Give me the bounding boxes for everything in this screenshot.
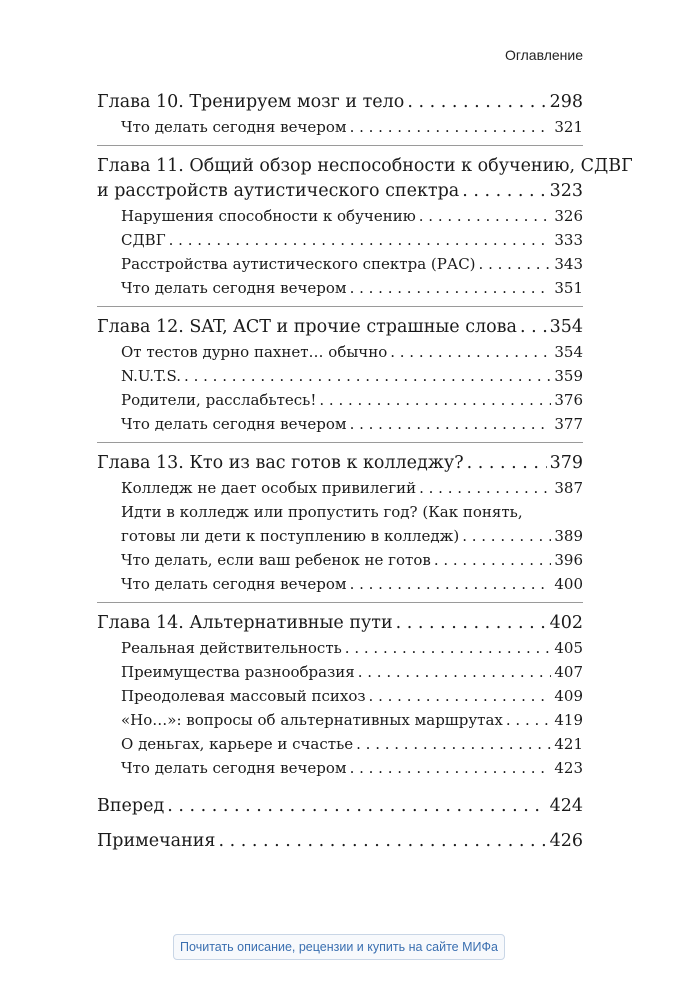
leader-dots [467, 451, 547, 476]
leader-dots [479, 252, 552, 276]
toc-entry-page: 424 [549, 796, 583, 816]
toc-entry-subsection[interactable] [97, 548, 583, 572]
leader-dots [390, 340, 551, 364]
toc-entry-forward[interactable] [97, 794, 583, 819]
leader-dots [345, 636, 552, 660]
toc-entry-title: Расстройства аутистического спектра (РАС) [121, 255, 476, 273]
toc-entry-chapter-12[interactable] [97, 315, 583, 340]
toc-entry-title: «Но…»: вопросы об альтернативных маршрутах [121, 711, 503, 729]
toc-entry-page: 389 [554, 527, 583, 545]
toc-entry-page: 407 [554, 663, 583, 681]
toc-entry-page: 326 [554, 207, 583, 225]
leader-dots [506, 708, 551, 732]
toc-entry-page: 377 [554, 415, 583, 433]
buy-on-mif-link-button[interactable]: Почитать описание, рецензии и купить на сайте МИФа [173, 934, 505, 960]
toc-entry-page: 402 [549, 613, 583, 633]
toc-entry-subsection[interactable] [97, 115, 583, 139]
toc-entry-subsection[interactable] [97, 636, 583, 660]
toc-entry-chapter-11-line1[interactable] [97, 154, 633, 179]
toc-entry-title: Идти в колледж или пропустить год? (Как понять, [121, 503, 523, 521]
toc-entry-subsection[interactable] [97, 572, 583, 596]
toc-entry-chapter-11[interactable] [97, 179, 583, 204]
leader-dots [462, 524, 551, 548]
toc-entry-title: Что делать сегодня вечером [121, 575, 347, 593]
chapter-13-block [97, 451, 583, 603]
toc-entry-subsection[interactable] [97, 476, 583, 500]
toc-entry-title: Глава 13. Кто из вас готов к колледжу? [97, 453, 464, 473]
chapter-10-block [97, 90, 583, 146]
toc-entry-notes[interactable] [97, 829, 583, 854]
toc-entry-page: 379 [549, 453, 583, 473]
toc-entry-title: От тестов дурно пахнет… обычно [121, 343, 388, 361]
toc-entry-page: 423 [554, 759, 583, 777]
leader-dots [350, 276, 552, 300]
toc-entry-subsection[interactable] [97, 340, 583, 364]
toc-entry-subsection[interactable] [97, 412, 583, 436]
toc-entry-subsection[interactable] [97, 660, 583, 684]
leader-dots [407, 90, 546, 115]
toc-entry-title: СДВГ [121, 231, 166, 249]
toc-entry-title: Реальная действительность [121, 639, 342, 657]
toc-entry-title: и расстройств аутистического спектра [97, 181, 460, 201]
toc-entry-chapter-10[interactable] [97, 90, 583, 115]
leader-dots [350, 412, 552, 436]
toc-entry-title: Глава 12. SAT, ACT и прочие страшные слова [97, 317, 517, 337]
toc-entry-title: Вперед [97, 796, 165, 816]
leader-dots [358, 660, 552, 684]
toc-entry-subsection[interactable] [97, 364, 583, 388]
leader-dots [369, 684, 552, 708]
toc-entry-page: 409 [554, 687, 583, 705]
toc-entry-title: Что делать сегодня вечером [121, 759, 347, 777]
leader-dots [356, 732, 551, 756]
toc-entry-page: 354 [554, 343, 583, 361]
leader-dots [167, 794, 546, 819]
toc-entry-page: 323 [549, 181, 583, 201]
toc-entry-subsection[interactable] [97, 524, 583, 548]
toc-entry-title: готовы ли дети к поступлению в колледж) [121, 527, 460, 545]
toc-entry-page: 343 [554, 255, 583, 273]
toc-entry-title: Глава 11. Общий обзор неспособности к обучению, СДВГ [97, 156, 633, 176]
leader-dots [350, 115, 552, 139]
toc-entry-page: 387 [554, 479, 583, 497]
leader-dots [396, 611, 547, 636]
chapter-11-block [97, 154, 633, 307]
toc-entry-title: Родители, расслабьтесь! [121, 391, 317, 409]
leader-dots [184, 364, 551, 388]
toc-entry-page: 333 [554, 231, 583, 249]
toc-entry-title: Примечания [97, 831, 216, 851]
toc-entry-title: Что делать, если ваш ребенок не готов [121, 551, 431, 569]
leader-dots [434, 548, 552, 572]
leader-dots [218, 829, 546, 854]
chapter-12-block [97, 315, 583, 443]
toc-entry-subsection[interactable] [97, 204, 583, 228]
toc-entry-title: О деньгах, карьере и счастье [121, 735, 354, 753]
toc-entry-title: Глава 14. Альтернативные пути [97, 613, 393, 633]
toc-entry-subsection[interactable] [97, 276, 583, 300]
toc-entry-subsection[interactable] [97, 732, 583, 756]
chapter-14-block [97, 611, 583, 786]
toc-entry-title: Что делать сегодня вечером [121, 279, 347, 297]
toc-entry-subsection[interactable] [97, 708, 583, 732]
toc-entry-title: Что делать сегодня вечером [121, 118, 347, 136]
toc-entry-title: N.U.T.S. [121, 367, 182, 385]
toc-entry-subsection[interactable] [97, 684, 583, 708]
toc-entry-page: 405 [554, 639, 583, 657]
leader-dots [419, 204, 552, 228]
table-of-contents [97, 90, 633, 864]
leader-dots [419, 476, 551, 500]
toc-entry-title: Нарушения способности к обучению [121, 207, 416, 225]
toc-entry-title: Колледж не дает особых привилегий [121, 479, 417, 497]
leader-dots [319, 388, 551, 412]
toc-entry-subsection[interactable] [97, 756, 583, 780]
toc-entry-page: 298 [549, 92, 583, 112]
toc-entry-subsection-line1[interactable] [97, 500, 583, 524]
toc-entry-subsection[interactable] [97, 388, 583, 412]
toc-entry-title: Преодолевая массовый психоз [121, 687, 366, 705]
toc-entry-page: 421 [554, 735, 583, 753]
toc-entry-page: 321 [554, 118, 583, 136]
leader-dots [169, 228, 552, 252]
toc-entry-page: 419 [554, 711, 583, 729]
toc-entry-title: Преимущества разнообразия [121, 663, 355, 681]
toc-entry-title: Глава 10. Тренируем мозг и тело [97, 92, 405, 112]
toc-entry-chapter-13[interactable] [97, 451, 583, 476]
leader-dots [520, 315, 547, 340]
leader-dots [350, 572, 552, 596]
toc-entry-page: 359 [554, 367, 583, 385]
toc-entry-page: 426 [549, 831, 583, 851]
running-header: Оглавление [504, 47, 583, 63]
toc-entry-page: 354 [549, 317, 583, 337]
toc-entry-page: 351 [554, 279, 583, 297]
toc-entry-chapter-14[interactable] [97, 611, 583, 636]
toc-entry-page: 400 [554, 575, 583, 593]
leader-dots [462, 179, 546, 204]
leader-dots [350, 756, 552, 780]
toc-entry-page: 396 [554, 551, 583, 569]
toc-entry-subsection[interactable] [97, 228, 583, 252]
toc-entry-page: 376 [554, 391, 583, 409]
toc-entry-subsection[interactable] [97, 252, 583, 276]
toc-entry-title: Что делать сегодня вечером [121, 415, 347, 433]
